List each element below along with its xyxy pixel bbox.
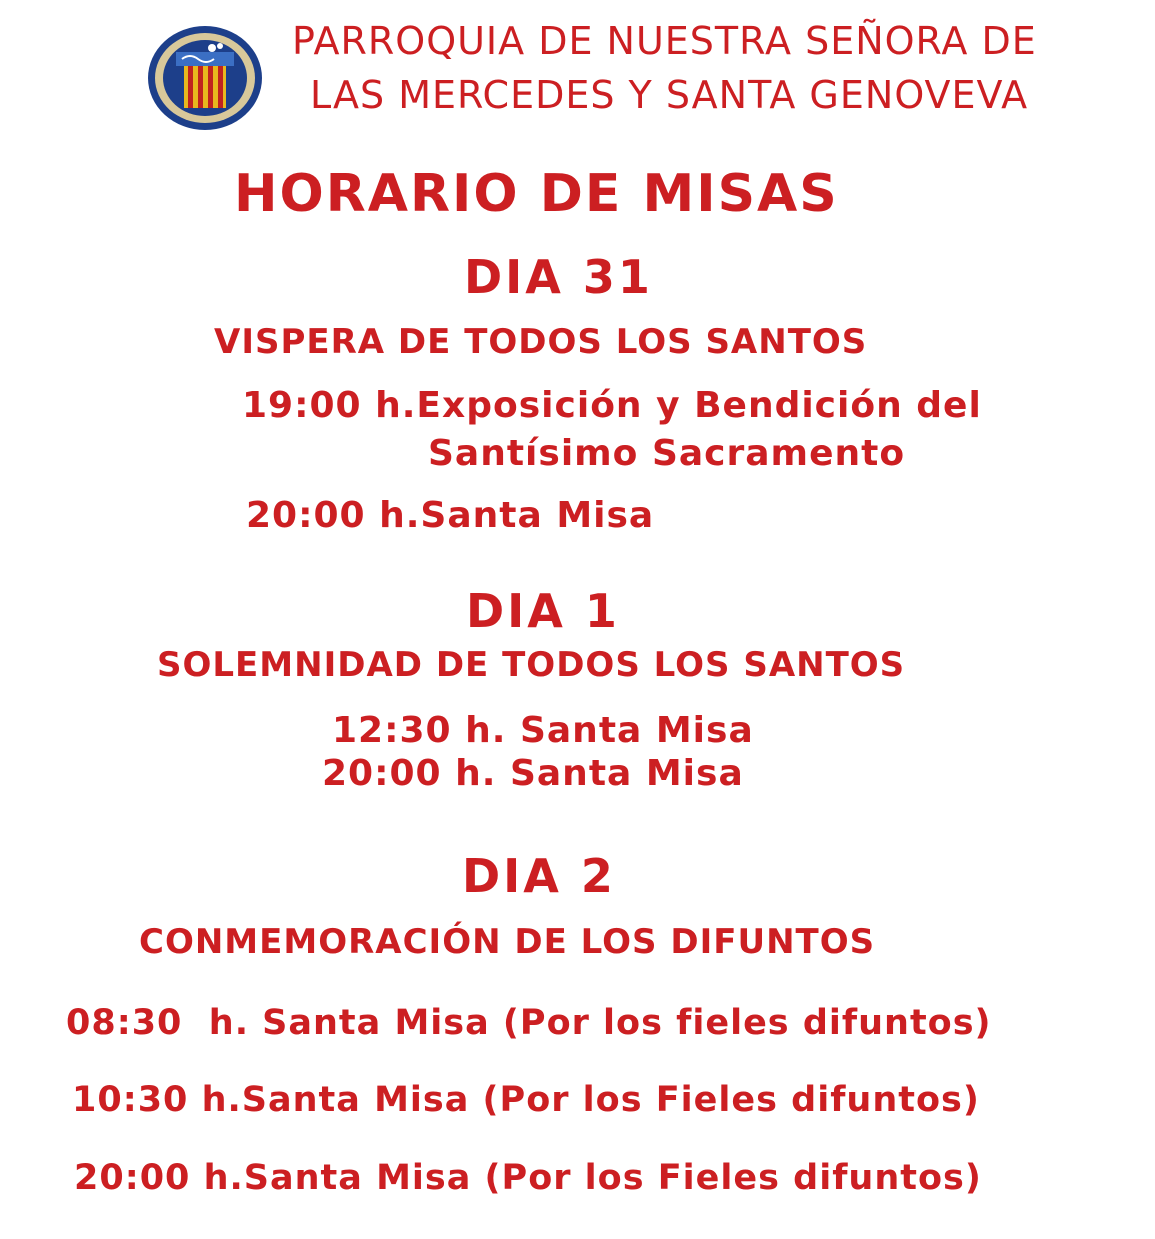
day-label-31: DIA 31	[464, 250, 653, 304]
parish-name-line-2: LAS MERCEDES Y SANTA GENOVEVA	[310, 73, 1029, 117]
schedule-entry-continuation: Santísimo Sacramento	[428, 433, 906, 474]
schedule-entry: 10:30 h.Santa Misa (Por los Fieles difuntos)	[72, 1080, 980, 1120]
parish-name-line-1: PARROQUIA DE NUESTRA SEÑORA DE	[292, 19, 1037, 63]
parish-seal-icon	[146, 24, 264, 132]
schedule-entry: 08:30 h. Santa Misa (Por los fieles difuntos)	[66, 1003, 992, 1043]
schedule-entry: 20:00 h.Santa Misa (Por los Fieles difuntos)	[74, 1158, 982, 1198]
schedule-entry: 20:00 h. Santa Misa	[322, 753, 744, 794]
page-title: HORARIO DE MISAS	[234, 164, 839, 224]
schedule-entry: 12:30 h. Santa Misa	[332, 710, 754, 751]
day-label-2: DIA 2	[462, 849, 616, 903]
day-label-1: DIA 1	[466, 584, 620, 638]
schedule-entry: 19:00 h.Exposición y Bendición del	[242, 385, 982, 426]
feast-title-vispera: VISPERA DE TODOS LOS SANTOS	[214, 322, 868, 362]
schedule-entry: 20:00 h.Santa Misa	[246, 495, 655, 536]
feast-title-conmemoracion: CONMEMORACIÓN DE LOS DIFUNTOS	[139, 922, 876, 962]
feast-title-solemnidad: SOLEMNIDAD DE TODOS LOS SANTOS	[157, 645, 906, 685]
